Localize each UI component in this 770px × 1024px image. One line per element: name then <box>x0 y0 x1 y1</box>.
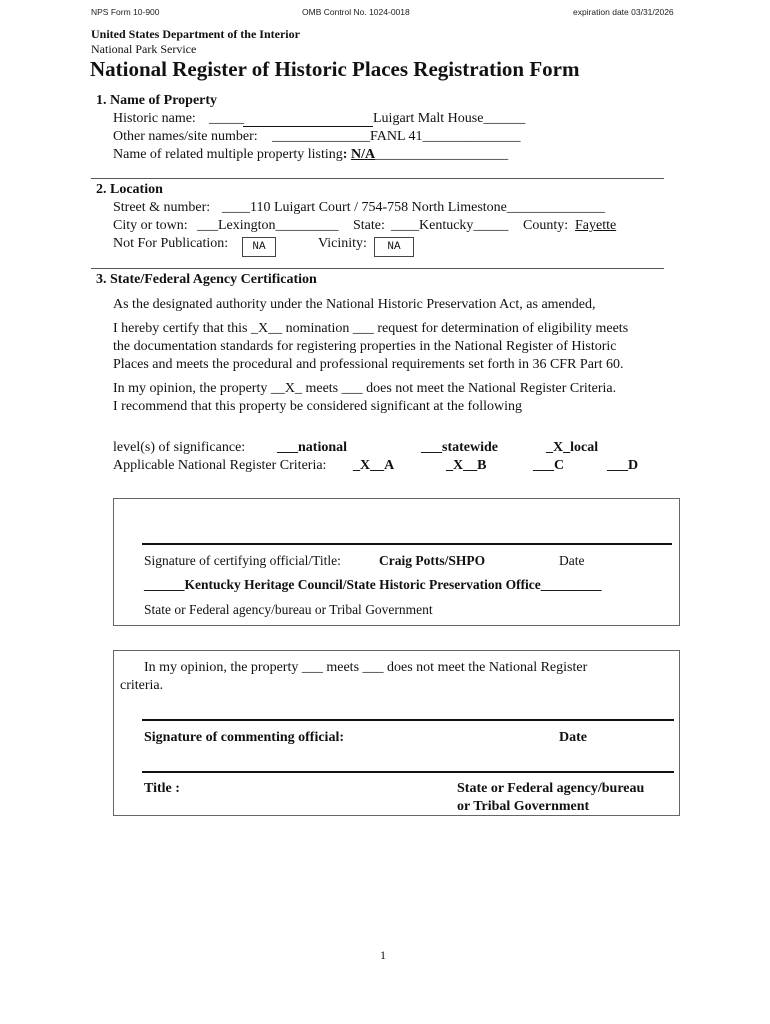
certifying-signature-label: Signature of certifying official/Title: <box>144 553 341 568</box>
certifying-signature-box <box>113 498 680 626</box>
commenting-opinion-line1: In my opinion, the property ___ meets ___ does not meet the National Register <box>144 660 588 675</box>
commenting-signature-label: Signature of commenting official: <box>144 730 344 745</box>
related-listing-text: Name of related multiple property listing <box>113 147 343 162</box>
city-value: ___Lexington_________ <box>197 218 339 233</box>
criteria-a: _X__A <box>353 458 395 473</box>
criteria-d: ___D <box>607 458 639 473</box>
opinion-line2: I recommend that this property be considered significant at the following <box>113 399 522 414</box>
certifying-date-label: Date <box>559 553 585 568</box>
state-value: ____Kentucky_____ <box>391 218 509 233</box>
other-names-prefix: ______________ <box>272 129 370 144</box>
page-title: National Register of Historic Places Registration Form <box>90 57 580 81</box>
section1-heading: 1. Name of Property <box>96 93 218 108</box>
divider <box>91 268 664 269</box>
omb-control-number: OMB Control No. 1024-0018 <box>302 7 410 17</box>
certification-line3: Places and meets the procedural and professional requirements set forth in 36 CFR Part 60. <box>113 357 624 372</box>
vicinity-label: Vicinity: <box>318 236 367 251</box>
criteria-b: _X__B <box>446 458 487 473</box>
section3-heading: 3. State/Federal Agency Certification <box>96 272 317 287</box>
criteria-label: Applicable National Register Criteria: <box>113 458 327 473</box>
signature-line[interactable] <box>142 719 674 721</box>
service-name: National Park Service <box>91 42 197 56</box>
commenting-title-label: Title : <box>144 781 180 796</box>
city-label: City or town: <box>113 218 188 233</box>
state-label: State: <box>353 218 385 233</box>
historic-name-prefix: _____ <box>209 111 244 126</box>
expiration-date: expiration date 03/31/2026 <box>573 7 674 17</box>
section2-heading: 2. Location <box>96 182 163 197</box>
county-label: County: <box>523 218 569 233</box>
other-names-label: Other names/site number: <box>113 129 258 144</box>
county-value: Fayette <box>575 218 617 233</box>
historic-name-label: Historic name: <box>113 111 196 126</box>
related-listing-label <box>113 147 508 163</box>
certification-line1: I hereby certify that this _X__ nomination ___ request for determination of eligibility meets <box>113 321 629 336</box>
commenting-agency-line1: State or Federal agency/bureau <box>457 781 645 796</box>
related-listing-colon: : <box>342 147 348 162</box>
certifying-agency-label: State or Federal agency/bureau or Tribal Government <box>144 602 433 617</box>
historic-name-underline <box>243 126 373 127</box>
certification-line2: the documentation standards for registering properties in the National Register of Historic <box>113 339 617 354</box>
other-names-value: FANL 41______________ <box>370 129 521 144</box>
page-number: 1 <box>380 948 386 962</box>
certifying-official-name: Craig Potts/SHPO <box>379 553 486 568</box>
title-line[interactable] <box>142 771 674 773</box>
significance-label: level(s) of significance: <box>113 440 246 455</box>
opinion-line1: In my opinion, the property __X_ meets ___ does not meet the National Register Criteria. <box>113 381 617 396</box>
certification-intro: As the designated authority under the National Historic Preservation Act, as amended, <box>113 297 596 312</box>
not-for-publication-field[interactable]: NA <box>242 237 276 257</box>
commenting-date-label: Date <box>559 730 587 745</box>
divider <box>91 178 664 179</box>
significance-local: _X_local <box>546 440 599 455</box>
street-value: ____110 Luigart Court / 754-758 North Limestone______________ <box>222 200 605 215</box>
commenting-opinion-line2: criteria. <box>120 678 164 693</box>
criteria-c: ___C <box>533 458 565 473</box>
department-name: United States Department of the Interior <box>91 27 300 41</box>
certifying-organization: ______Kentucky Heritage Council/State Historic Preservation Office_________ <box>144 577 602 592</box>
significance-statewide: ___statewide <box>421 440 498 455</box>
related-listing-underscores: ___________________ <box>375 147 509 162</box>
historic-name-value: Luigart Malt House______ <box>373 111 526 126</box>
vicinity-field[interactable]: NA <box>374 237 414 257</box>
not-for-publication-label: Not For Publication: <box>113 236 229 251</box>
related-listing-value: N/A <box>350 147 376 162</box>
commenting-official-box <box>113 650 680 816</box>
signature-line[interactable] <box>142 543 672 545</box>
street-label: Street & number: <box>113 200 211 215</box>
commenting-agency-line2: or Tribal Government <box>457 799 590 814</box>
form-number: NPS Form 10-900 <box>91 7 160 17</box>
significance-national: ___national <box>277 440 348 455</box>
